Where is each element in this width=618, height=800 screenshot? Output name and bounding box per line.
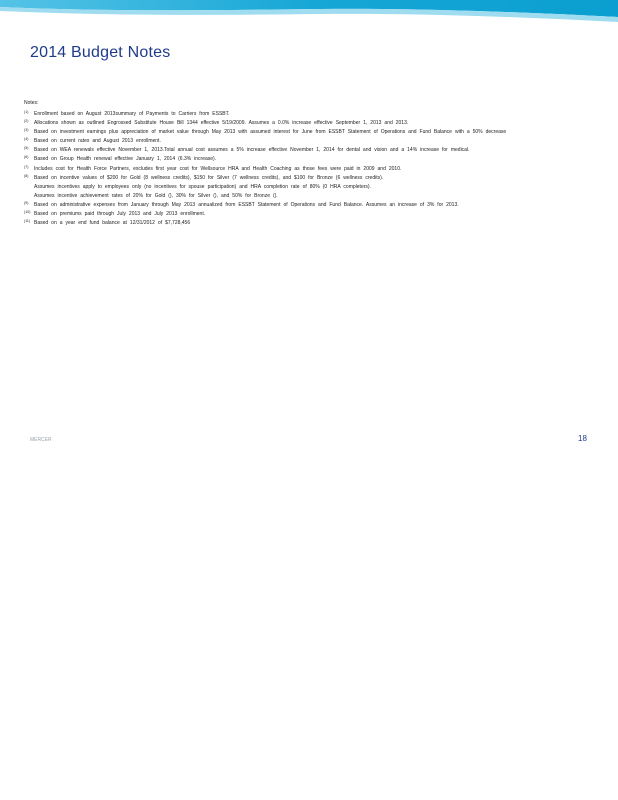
note-text: Enrollment based on August 2013summary of Payments to Carriers from ESSBT.	[34, 111, 230, 117]
note-text: Assumes incentive achievement rates of 20% for Gold (), 30% for Silver (), and 50% for Bronze ().	[34, 192, 278, 199]
note-number: (8)	[24, 173, 29, 178]
page-title: 2014 Budget Notes	[30, 44, 171, 61]
note-text: Allocations shown as outlined Engrossed Substitute House Bill 1344 effective 5/19/2009. Assumes a 0.0% increase effective September 1, 2013 and 2013.	[34, 120, 409, 127]
note-number: (6)	[24, 155, 29, 160]
footer-brand: MERCER	[30, 437, 52, 443]
note-text: Based on current rates and August 2013 enrollment.	[34, 138, 161, 145]
note-number: (7)	[24, 164, 29, 169]
note-item	[24, 192, 604, 201]
notes-list	[24, 110, 604, 228]
note-item	[24, 210, 604, 219]
note-text: Based on premiums paid through July 2013 and July 2013 enrollment.	[34, 211, 206, 218]
note-item	[24, 155, 604, 164]
page-number: 18	[578, 434, 587, 443]
note-item	[24, 174, 604, 183]
note-number: (5)	[24, 146, 29, 151]
note-number: (9)	[24, 200, 29, 205]
notes-heading: Notes:	[24, 100, 39, 106]
note-item	[24, 146, 604, 155]
note-number: (3)	[24, 128, 29, 133]
note-item	[24, 119, 604, 128]
note-text: Based on incentive values of $200 for Gold (8 wellness credits), $150 for Silver (7 wellness credits), and $100 for Bronze (6 wellness credits).	[34, 174, 384, 181]
note-item	[24, 137, 604, 146]
note-text: Assumes incentives apply to employees only (no incentives for spouse participation) and HRA completion rate of 80% (0 HRA completers).	[34, 183, 371, 190]
note-number: (4)	[24, 137, 29, 142]
note-item	[24, 183, 604, 192]
note-item	[24, 201, 604, 210]
note-number: (2)	[24, 119, 29, 124]
note-text: Based on administrative expenses from January through May 2013 annualized from ESSBT Statement of Operations and Fund Balance. Assumes an increase of 3% for 2013.	[34, 201, 459, 208]
note-number: (1)	[24, 110, 29, 114]
note-item	[24, 128, 604, 137]
note-number: (11)	[24, 219, 31, 224]
note-text: Based on WEA renewals effective November 1, 2013.Total annual cost assumes a 5% increase effective November 1, 2014 for dental and vision and a 14% increase for medical.	[34, 147, 470, 154]
note-text: Based on a year end fund balance at 12/31/2012 of $7,728,456	[34, 220, 191, 227]
note-item	[24, 165, 604, 174]
note-number: (10)	[24, 210, 31, 215]
header-banner	[0, 0, 618, 24]
note-item	[24, 110, 604, 119]
note-text: Includes cost for Health Force Partners, excludes first year cost for Wellsource HRA and Health Coaching as those fees were paid in 2009 and 2010.	[34, 165, 402, 172]
note-text: Based on investment earnings plus appreciation of market value through May 2013 with assumed interest for June from ESSBT Statement of Operations and Fund Balance with a 50% decrease	[34, 129, 507, 136]
note-item	[24, 219, 604, 228]
note-text: Based on Group Health renewal effective January 1, 2014 (6.3% increase).	[34, 156, 217, 163]
